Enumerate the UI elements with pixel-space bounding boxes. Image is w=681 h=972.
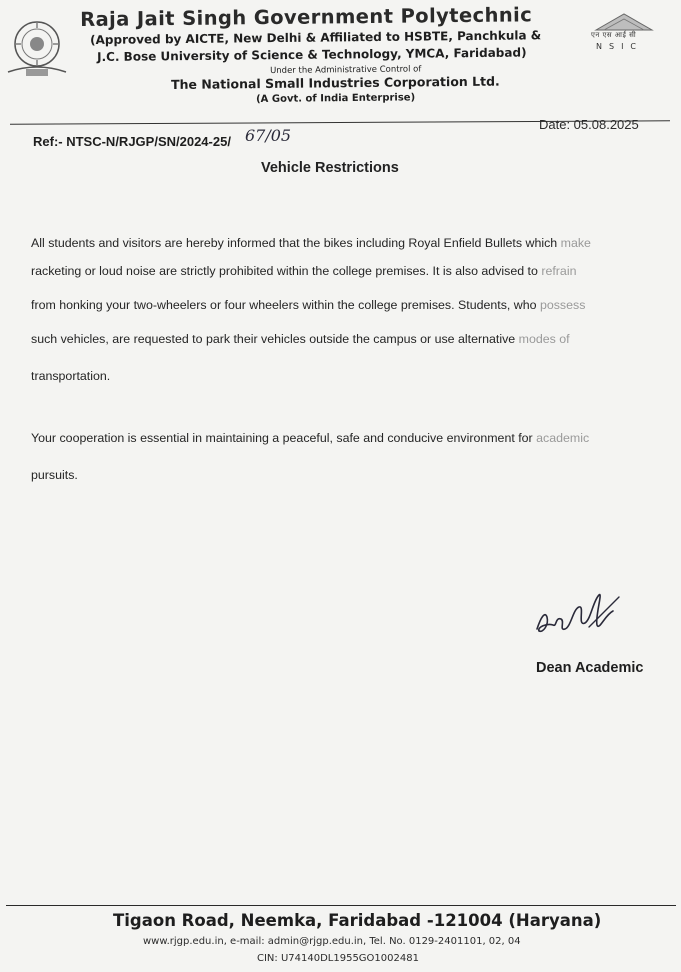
body-text-faded: possess (539, 298, 586, 312)
body-text: pursuits. (31, 468, 78, 482)
signature-icon (533, 587, 625, 643)
body-line (31, 369, 110, 383)
body-text: transportation. (31, 369, 111, 383)
footer-cin: CIN: U74140DL1955GO1002481 (257, 953, 419, 964)
nsic-hindi-text: एन एस आई सी (591, 31, 637, 39)
body-text-faded: academic (536, 431, 590, 445)
reference-handwritten-number: 67/05 (245, 126, 292, 145)
notice-subject: Vehicle Restrictions (261, 160, 399, 176)
body-text-faded: make (560, 236, 591, 250)
footer-contact: www.rjgp.edu.in, e-mail: admin@rjgp.edu.in, Tel. No. 0129-2401101, 02, 04 (143, 936, 521, 947)
signatory-title: Dean Academic (536, 660, 644, 676)
body-line (31, 236, 591, 250)
notice-date: Date: 05.08.2025 (539, 117, 639, 132)
approval-line-1: (Approved by AICTE, New Delhi & Affiliated to HSBTE, Panchkula & (90, 28, 542, 47)
institution-emblem-icon (6, 14, 68, 80)
approval-line-2: J.C. Bose University of Science & Technology, YMCA, Faridabad) (97, 45, 527, 64)
body-line (31, 332, 570, 346)
body-text-faded: modes of (518, 332, 570, 346)
body-text: Your cooperation is essential in maintaining a peaceful, safe and conducive environment for (31, 431, 537, 445)
nsic-text: NSIC (596, 42, 644, 51)
body-text: such vehicles, are requested to park their vehicles outside the campus or use alternative (31, 332, 519, 346)
body-line (31, 264, 576, 278)
footer-address: Tigaon Road, Neemka, Faridabad -121004 (Haryana) (113, 911, 602, 930)
govt-enterprise-line: (A Govt. of India Enterprise) (256, 92, 416, 105)
administrative-control-line: Under the Administrative Control of (270, 64, 422, 76)
body-line (31, 431, 589, 445)
body-text: racketing or loud noise are strictly prohibited within the college premises. It is also advised to (31, 264, 542, 278)
institution-name: Raja Jait Singh Government Polytechnic (80, 3, 533, 31)
body-text-faded: refrain (541, 264, 577, 278)
body-text: All students and visitors are hereby informed that the bikes including Royal Enfield Bullets which (31, 236, 561, 250)
body-line (31, 468, 78, 482)
footer-divider (6, 905, 676, 906)
body-line (31, 298, 585, 312)
reference-label: Ref:- NTSC-N/RJGP/SN/2024-25/ (33, 134, 231, 149)
body-text: from honking your two-wheelers or four wheelers within the college premises. Students, who (31, 298, 540, 312)
corporation-name: The National Small Industries Corporation Ltd. (171, 73, 500, 92)
